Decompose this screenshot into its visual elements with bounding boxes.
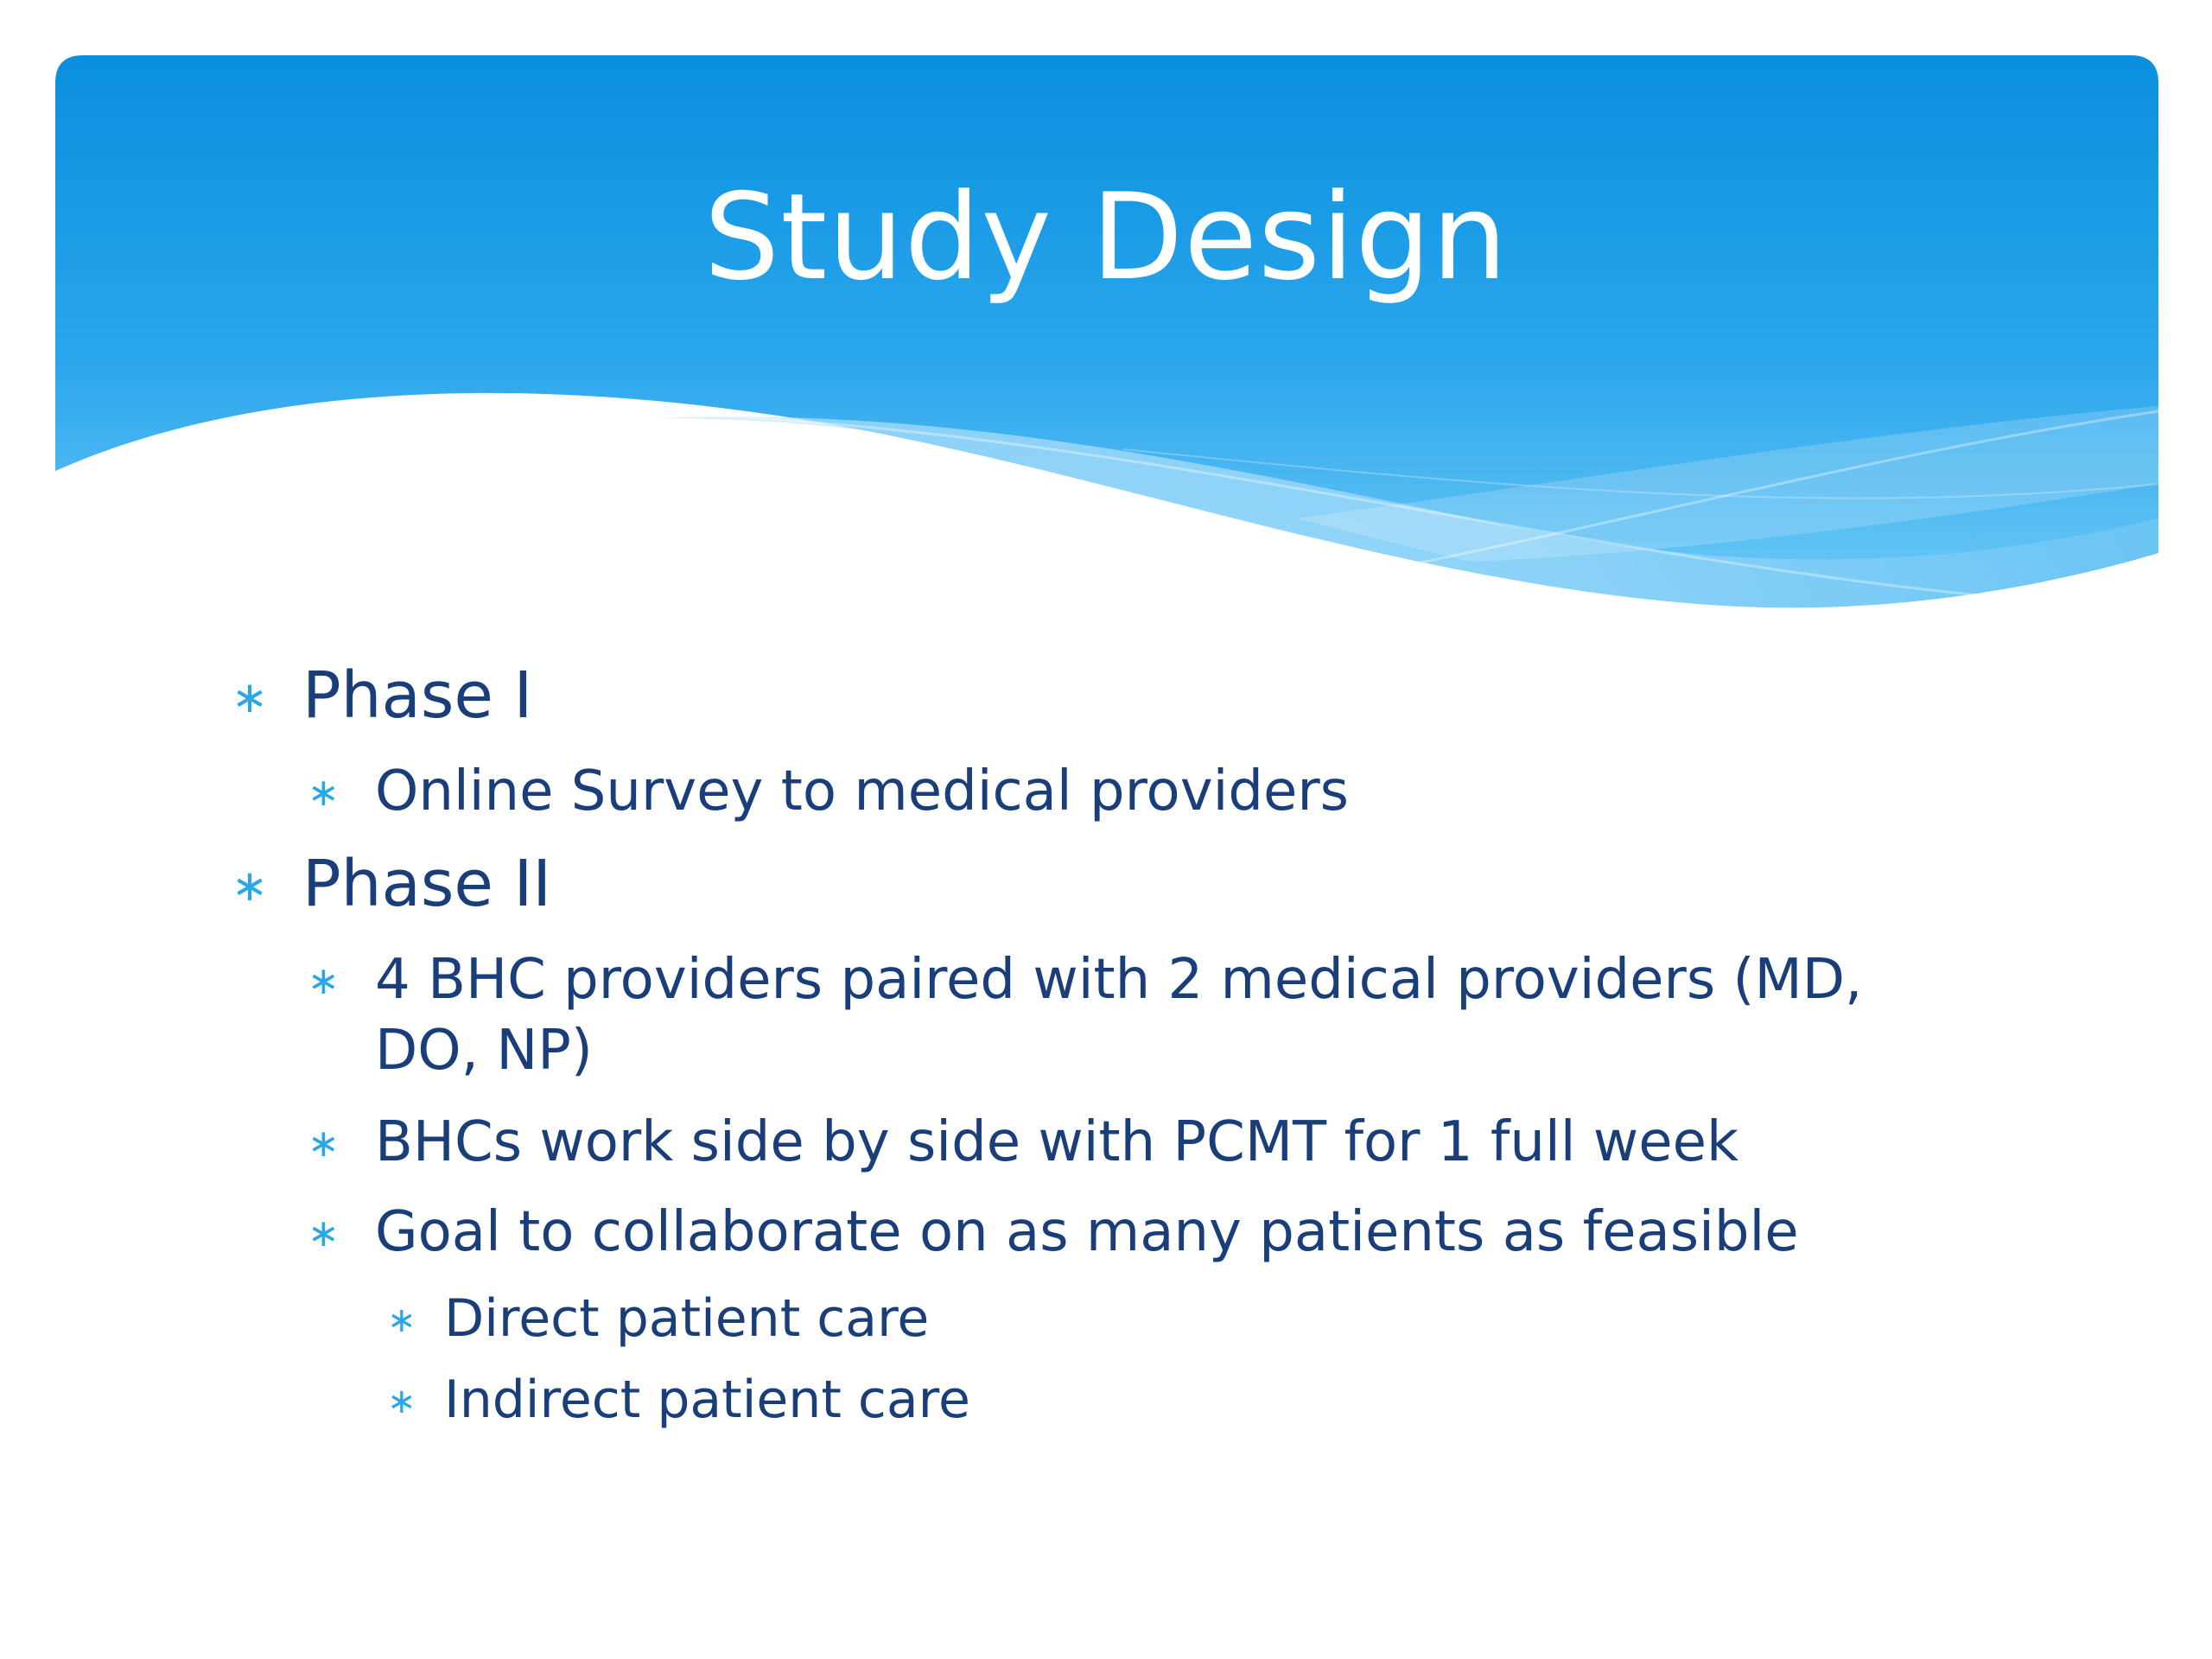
slide-title: Study Design xyxy=(703,168,1509,307)
bullet-indirect-care xyxy=(387,1365,970,1434)
bullet-direct-care xyxy=(387,1284,930,1353)
bullet-star-icon: ∗ xyxy=(308,771,340,815)
bullet-text: Phase II xyxy=(302,847,552,921)
bullet-text: DO, NP) xyxy=(375,1019,593,1083)
bullet-text: Direct patient care xyxy=(444,1288,930,1349)
bullet-text: Phase I xyxy=(302,658,533,733)
bullet-star-icon: ∗ xyxy=(308,1122,340,1166)
bullet-phase-2 xyxy=(232,845,552,923)
bullet-star-icon: ∗ xyxy=(387,1382,416,1421)
bullet-text: 4 BHC providers paired with 2 medical providers (MD, xyxy=(375,948,1863,1012)
bullet-text: Goal to collaborate on as many patients as feasible xyxy=(375,1200,1799,1264)
bullet-star-icon: ∗ xyxy=(308,959,340,1003)
bullet-goal xyxy=(308,1196,1799,1268)
bullet-online-survey xyxy=(308,755,1349,828)
bullet-text: Online Survey to medical providers xyxy=(375,760,1349,823)
bullet-bhc-providers xyxy=(308,944,1863,1016)
bullet-star-icon: ∗ xyxy=(308,1211,340,1255)
bullet-bhc-providers-cont xyxy=(375,1014,593,1087)
bullet-text: BHCs work side by side with PCMT for 1 full week xyxy=(375,1110,1739,1174)
bullet-phase-1 xyxy=(232,657,533,734)
bullet-star-icon: ∗ xyxy=(232,861,268,911)
bullet-text: Indirect patient care xyxy=(444,1370,970,1430)
bullet-star-icon: ∗ xyxy=(387,1300,416,1340)
bullet-side-by-side xyxy=(308,1106,1739,1179)
bullet-star-icon: ∗ xyxy=(232,672,268,722)
